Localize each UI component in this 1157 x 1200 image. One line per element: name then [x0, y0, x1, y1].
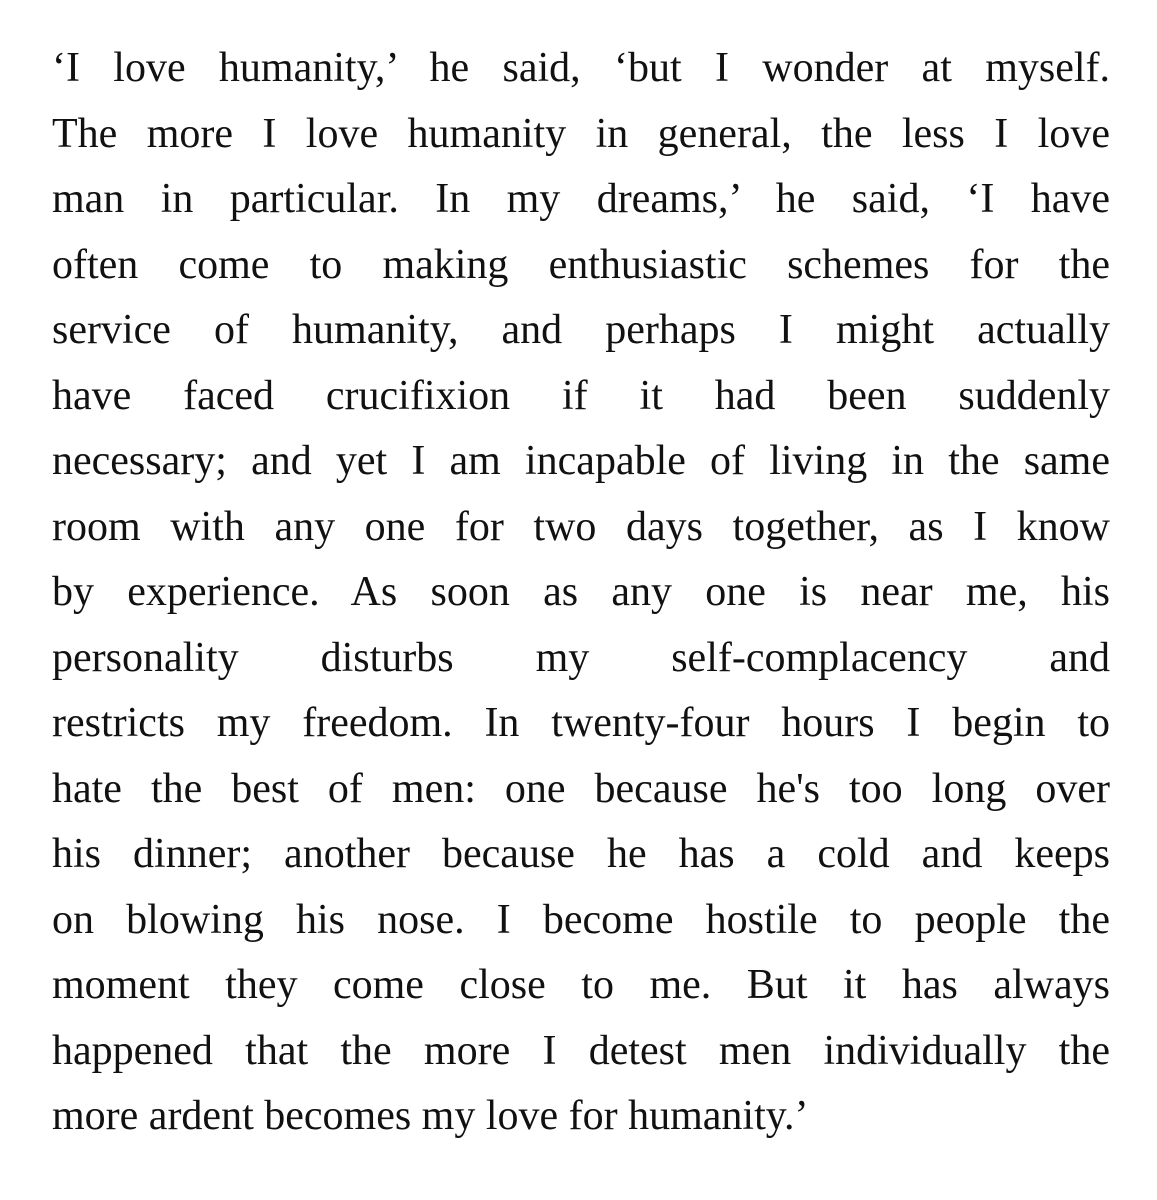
quote-line-12: hate the best of men: one because he's too long over	[52, 765, 1110, 812]
quote-line-14: on blowing his nose. I become hostile to people the	[52, 896, 1110, 943]
quote-line-4: often come to making enthusiastic schemes for the	[52, 241, 1110, 288]
quote-line-8: room with any one for two days together, as I know	[52, 503, 1110, 550]
quote-line-7: necessary; and yet I am incapable of living in the same	[52, 438, 1110, 484]
quote-line-13: his dinner; another because he has a cold and keeps	[52, 831, 1110, 877]
quote-line-3: man in particular. In my dreams,’ he said, ‘I have	[52, 176, 1110, 222]
quote-paragraph	[52, 36, 1110, 1150]
quote-line-10: personality disturbs my self-complacency and	[52, 634, 1110, 681]
quote-line-6: have faced crucifixion if it had been suddenly	[52, 372, 1110, 419]
quote-line-1: ‘I love humanity,’ he said, ‘but I wonder at myself.	[52, 45, 1110, 91]
quote-line-17: more ardent becomes my love for humanity.’	[52, 1093, 809, 1139]
quote-line-9: by experience. As soon as any one is near me, his	[52, 569, 1110, 615]
quote-line-2: The more I love humanity in general, the less I love	[52, 110, 1110, 157]
quote-line-11: restricts my freedom. In twenty-four hours I begin to	[52, 700, 1110, 746]
quote-line-16: happened that the more I detest men individually the	[52, 1027, 1110, 1074]
quote-line-15: moment they come close to me. But it has always	[52, 962, 1110, 1008]
quote-line-5: service of humanity, and perhaps I might actually	[52, 307, 1110, 353]
